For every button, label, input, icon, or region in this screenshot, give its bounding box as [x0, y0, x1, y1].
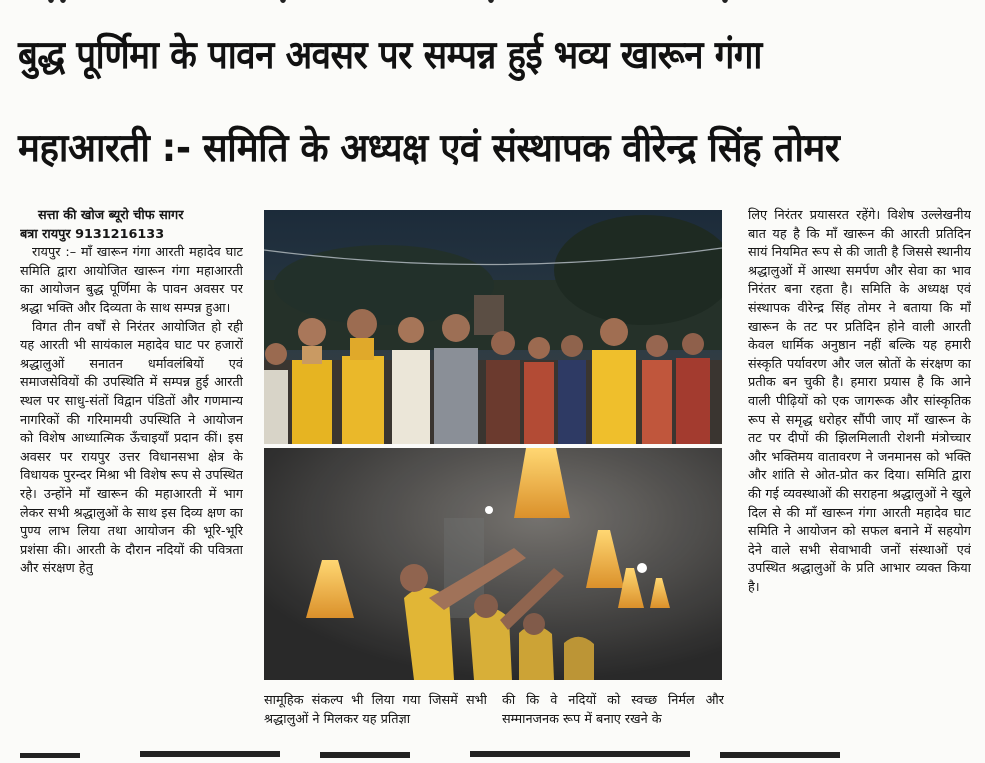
- cropped-next-headline-strip: [20, 744, 850, 754]
- group-photo-illustration: [264, 210, 722, 444]
- paragraph-intro: रायपुर :– माँ खारून गंगा आरती महादेव घाट समिति द्वारा आयोजित खारून गंगा महाआरती का आयोजन बुद्ध पूर्णिमा के पावन अवसर पर श्रद्धा भक्ति और दिव्यता के साथ सम्पन्न हुआ।: [20, 245, 243, 316]
- article-column-3-bottom: की कि वे नदियों को स्वच्छ निर्मल और सम्मानजनक रूप में बनाए रखने के: [502, 693, 724, 727]
- headline-line-2: महाआरती :- समिति के अध्यक्ष एवं संस्थापक वीरेन्द्र सिंह तोमर: [18, 126, 840, 171]
- byline-line-1: सत्ता की खोज ब्यूरो चीफ सागर: [38, 208, 184, 223]
- article-column-2-bottom: सामूहिक संकल्प भी लिया गया जिसमें सभी श्रद्धालुओं ने मिलकर यह प्रतिज्ञा: [264, 693, 487, 727]
- cropped-text-tops: [20, 749, 850, 759]
- aarti-photo-illustration: [264, 448, 722, 680]
- cropped-previous-text-strip: [0, 0, 985, 10]
- article-column-4: लिए निरंतर प्रयासरत रहेंगे। विशेष उल्लेखनीय बात यह है कि माँ खारून की आरती प्रतिदिन सायं नियमित रूप से की जाती है जिससे स्थानीय श्रद्धालुओं में आस्था समर्पण और सेवा का भाव निरंतर बना रहता है। समिति के अध्यक्ष एवं संस्थापक वीरेन्द्र सिंह तोमर ने बताया कि माँ खारून के तट पर प्रतिदिन होने वाली आरती केवल धार्मिक अनुष्ठान नहीं बल्कि यह हमारी संस्कृति पर्यावरण और जल स्रोतों के संरक्षण का प्रतीक बन चुकी है। हमारा प्रयास है कि आने वाली पीढ़ियों को एक जागरूक और सांस्कृतिक रूप से समृद्ध धरोहर सौंपी जाए माँ खारून के तट पर दीपों की झिलमिलाती रोशनी मंत्रोच्चार और भक्तिमय वातावरण ने जनमानस को भक्ति और शांति से ओत-प्रोत कर दिया। समिति द्वारा की गई व्यवस्थाओं की सराहना श्रद्धालुओं ने खुले दिल से की माँ खारून गंगा आरती महादेव घाट समिति ने आयोजन को सफल बनाने में सहयोग देने वाले सभी सेवाभावी जनों संस्थाओं एवं उपस्थित श्रद्धालुओं के प्रति आभार व्यक्त किया है।: [748, 208, 971, 595]
- photo-group-dignitaries: [264, 210, 722, 444]
- byline-line-2: बत्रा रायपुर 9131216133: [20, 226, 165, 242]
- paragraph-body: विगत तीन वर्षों से निरंतर आयोजित हो रही यह आरती भी सायंकाल महादेव घाट पर हजारों श्रद्धालुओं सनातन धर्मावलंबियों एवं समाजसेवियों की उपस्थिति में सम्पन्न हुई आरती स्थल पर साधु-संतों विद्वान पंडितों और गणमान्य नागरिकों की गरिमामयी उपस्थिति ने आयोजन को विशेष आध्यात्मिक ऊँचाइयाँ प्रदान कीं। इस अवसर पर रायपुर उत्तर विधानसभा क्षेत्र के विधायक पुरन्दर मिश्रा भी विशेष रूप से उपस्थित रहे। उन्होंने माँ खारून की महाआरती में भाग लेकर सभी श्रद्धालुओं के साथ इस दिव्य क्षण का पुण्य लाभ लिया तथा आयोजन की भूरि-भूरि प्रशंसा की। आरती के दौरान नदियों की पवित्रता और संरक्षण हेतु: [20, 319, 243, 577]
- headline-line-1: बुद्ध पूर्णिमा के पावन अवसर पर सम्पन्न हुई भव्य खारून गंगा: [18, 33, 762, 78]
- article-column-1: [20, 207, 243, 731]
- photo-aarti-ceremony: [264, 448, 722, 680]
